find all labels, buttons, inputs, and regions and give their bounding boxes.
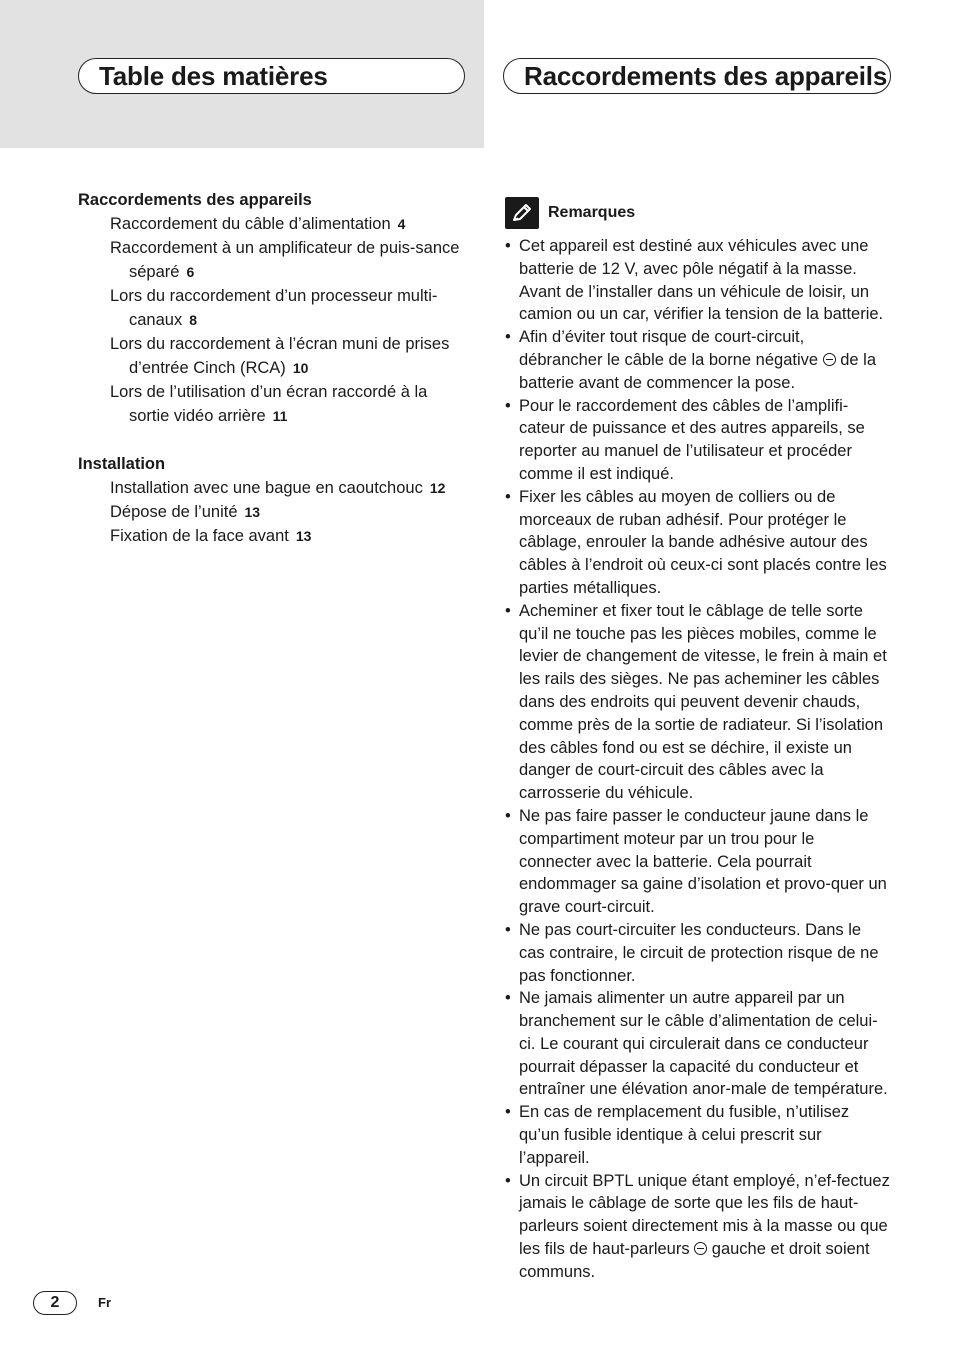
note-text: Acheminer et fixer tout le câblage de telle sorte qu’il ne touche pas les pièces mobiles, comme le levier de changement de vitesse, le frein à main et les rails des sièges. Ne pas acheminer les câbles dans des endroits qui peuvent devenir chauds, comme près de la sortie de radiateur. Si l’isolation des câbles fond ou est se déchire, il existe un danger de court-circuit des câbles avec la carrosserie du véhicule. — [519, 601, 887, 803]
note-text-continued: de la batterie avant de commencer la pose. — [519, 350, 877, 392]
toc-entry-page: 10 — [292, 360, 309, 376]
toc-entry[interactable] — [78, 284, 470, 332]
note-item — [505, 235, 890, 326]
note-item — [505, 326, 890, 394]
toc-entry-title: Raccordement à un amplificateur de puis-sance séparé — [110, 239, 460, 281]
toc-entry[interactable] — [78, 212, 470, 236]
toc-entry-title: Raccordement du câble d’alimentation — [110, 215, 391, 233]
note-text: Ne pas faire passer le conducteur jaune dans le compartiment moteur par un trou pour le connecter avec la batterie. Cela pourrait endommager sa gaine d’isolation et provo-quer un grave court-circuit. — [519, 806, 887, 917]
toc-entry-title: Installation avec une bague en caoutchouc — [110, 479, 423, 497]
note-item — [505, 987, 890, 1101]
minus-terminal-icon — [823, 353, 836, 366]
toc-entry-page: 11 — [272, 408, 288, 424]
notes-header — [505, 197, 890, 229]
toc-entry[interactable] — [78, 476, 470, 500]
note-item — [505, 1170, 890, 1284]
note-item — [505, 1101, 890, 1169]
page-title-toc: Table des matières — [78, 58, 465, 94]
toc-entry-page: 6 — [186, 264, 195, 280]
table-of-contents — [78, 188, 470, 572]
page-title-section: Raccordements des appareils — [503, 58, 891, 94]
language-label: Fr — [98, 1295, 111, 1310]
page-number: 2 — [33, 1291, 77, 1315]
toc-entry[interactable] — [78, 380, 470, 428]
notes-panel — [505, 197, 890, 1284]
toc-section — [78, 452, 470, 548]
note-text: Fixer les câbles au moyen de colliers ou de morceaux de ruban adhésif. Pour protéger le câblage, enrouler la bande adhésive autour des câbles à l’endroit où ceux-ci sont placés contre les parties métalliques. — [519, 487, 887, 597]
toc-heading: Raccordements des appareils — [78, 191, 312, 209]
note-text: Ne pas court-circuiter les conducteurs. Dans le cas contraire, le circuit de protection risque de ne pas fonctionner. — [519, 920, 879, 985]
minus-terminal-icon — [694, 1242, 707, 1255]
toc-entry[interactable] — [78, 236, 470, 284]
toc-entry-title: Lors de l’utilisation d’un écran raccordé à la sortie vidéo arrière — [110, 383, 428, 425]
toc-entry-page: 13 — [295, 528, 312, 544]
toc-entry-title: Lors du raccordement à l’écran muni de prises d’entrée Cinch (RCA) — [110, 335, 450, 377]
note-item — [505, 395, 890, 486]
toc-entry-title: Fixation de la face avant — [110, 527, 289, 545]
note-item — [505, 919, 890, 987]
toc-entry-title: Lors du raccordement d’un processeur multi-canaux — [110, 287, 438, 329]
toc-entry-page: 8 — [189, 312, 198, 328]
note-text-continued: gauche et droit soient communs. — [519, 1240, 870, 1281]
toc-entry[interactable] — [78, 524, 470, 548]
toc-entry-page: 4 — [397, 216, 406, 232]
toc-entry-page: 12 — [429, 480, 446, 496]
toc-heading: Installation — [78, 455, 166, 473]
note-text: Un circuit BPTL unique étant employé, n’ef-fectuez jamais le câblage de sorte que les fils de haut-parleurs soient directement mis à la masse ou que les fils de haut-parleurs — [519, 1171, 890, 1259]
note-text: Pour le raccordement des câbles de l’amplifi-cateur de puissance et des autres appareils, se reporter au manuel de l’utilisateur et procéder comme il est indiqué. — [519, 396, 865, 483]
toc-entry[interactable] — [78, 332, 470, 380]
note-item — [505, 600, 890, 805]
notes-list — [505, 235, 890, 1284]
note-text: En cas de remplacement du fusible, n’utilisez qu’un fusible identique à celui prescrit sur l’appareil. — [519, 1103, 850, 1167]
note-item — [505, 486, 890, 600]
notes-title: Remarques — [548, 204, 636, 221]
note-text: Cet appareil est destiné aux véhicules avec une batterie de 12 V, avec pôle négatif à la masse. Avant de l’installer dans un véhicule de loisir, un camion ou un car, vérifier la tension de la batterie. — [519, 237, 884, 324]
toc-entry[interactable] — [78, 500, 470, 524]
pencil-icon — [505, 197, 539, 229]
toc-entry-page: 13 — [244, 504, 261, 520]
note-item — [505, 805, 890, 919]
note-text: Ne jamais alimenter un autre appareil par un branchement sur le câble d’alimentation de celui-ci. Le courant qui circulerait dans ce conducteur pourrait dépasser la capacité du conducteur et entraîner une élévation anor-male de température. — [519, 989, 888, 1099]
note-text: Afin d’éviter tout risque de court-circuit, débrancher le câble de la borne négative — [519, 328, 819, 369]
toc-entry-title: Dépose de l’unité — [110, 503, 238, 521]
toc-section — [78, 188, 470, 428]
